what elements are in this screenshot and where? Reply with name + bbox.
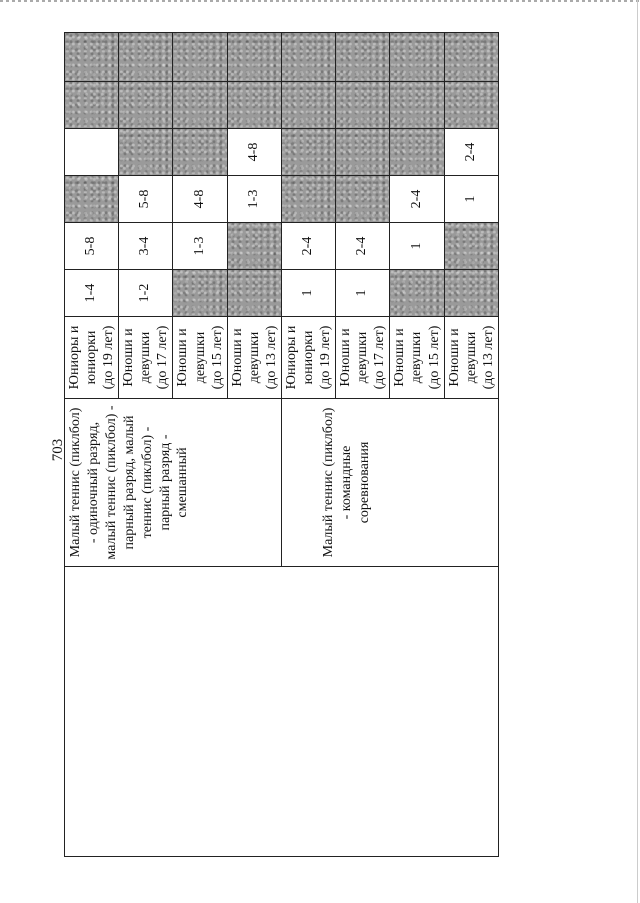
place-cell (281, 129, 335, 176)
place-cell (444, 33, 498, 82)
place-cell (390, 82, 444, 129)
place-cell: 5-8 (119, 176, 173, 223)
age-group-cell: Юниоры и юниорки (до 19 лет) (65, 317, 119, 399)
place-cell: 1-3 (173, 223, 227, 270)
place-cell: 1-4 (65, 270, 119, 317)
place-cell: 3-4 (119, 223, 173, 270)
place-cell: 2-4 (336, 223, 390, 270)
place-cell: 2-4 (444, 129, 498, 176)
place-cell (336, 33, 390, 82)
place-cell (281, 176, 335, 223)
place-cell (444, 82, 498, 129)
place-cell: 5-8 (65, 223, 119, 270)
rotated-table-wrapper (64, 33, 496, 857)
age-group-cell: Юниоры и юниорки (до 19 лет) (281, 317, 335, 399)
place-cell (227, 33, 281, 82)
place-cell (65, 33, 119, 82)
ranking-table (64, 32, 499, 857)
place-cell (390, 129, 444, 176)
rotated-table (64, 33, 496, 857)
place-cell (227, 270, 281, 317)
place-cell (173, 33, 227, 82)
place-cell (227, 223, 281, 270)
place-cell (65, 82, 119, 129)
place-cell (119, 33, 173, 82)
age-group-cell: Юноши и девушки (до 15 лет) (173, 317, 227, 399)
place-cell (173, 270, 227, 317)
place-cell: 4-8 (173, 176, 227, 223)
place-cell: 1 (390, 223, 444, 270)
place-cell (119, 82, 173, 129)
sport-name-cell: Малый теннис (пиклбол) - одиночный разряд, малый теннис (пиклбол) - парный разряд, малый теннис (пиклбол) - парный разряд - смешанный (65, 399, 282, 567)
place-cell (227, 82, 281, 129)
page-number: 703 (50, 438, 66, 462)
place-cell (390, 33, 444, 82)
place-cell: 1 (444, 176, 498, 223)
table-row (65, 33, 119, 857)
scan-side-edge (637, 0, 638, 903)
empty-column-cell (65, 567, 499, 857)
age-group-cell: Юноши и девушки (до 15 лет) (390, 317, 444, 399)
place-cell (336, 176, 390, 223)
place-cell: 2-4 (390, 176, 444, 223)
place-cell (444, 223, 498, 270)
sport-name-cell: Малый теннис (пиклбол) - командные соревнования (281, 399, 498, 567)
place-cell: 1 (336, 270, 390, 317)
place-cell (65, 176, 119, 223)
age-group-cell: Юноши и девушки (до 17 лет) (336, 317, 390, 399)
place-cell (65, 129, 119, 176)
place-cell: 1 (281, 270, 335, 317)
place-cell: 1-3 (227, 176, 281, 223)
place-cell (444, 270, 498, 317)
place-cell (173, 82, 227, 129)
place-cell: 4-8 (227, 129, 281, 176)
place-cell (119, 129, 173, 176)
age-group-cell: Юноши и девушки (до 13 лет) (227, 317, 281, 399)
place-cell: 2-4 (281, 223, 335, 270)
age-group-cell: Юноши и девушки (до 13 лет) (444, 317, 498, 399)
place-cell (173, 129, 227, 176)
place-cell: 1-2 (119, 270, 173, 317)
scan-top-edge (0, 0, 640, 2)
place-cell (281, 82, 335, 129)
place-cell (390, 270, 444, 317)
place-cell (336, 82, 390, 129)
place-cell (281, 33, 335, 82)
place-cell (336, 129, 390, 176)
age-group-cell: Юноши и девушки (до 17 лет) (119, 317, 173, 399)
